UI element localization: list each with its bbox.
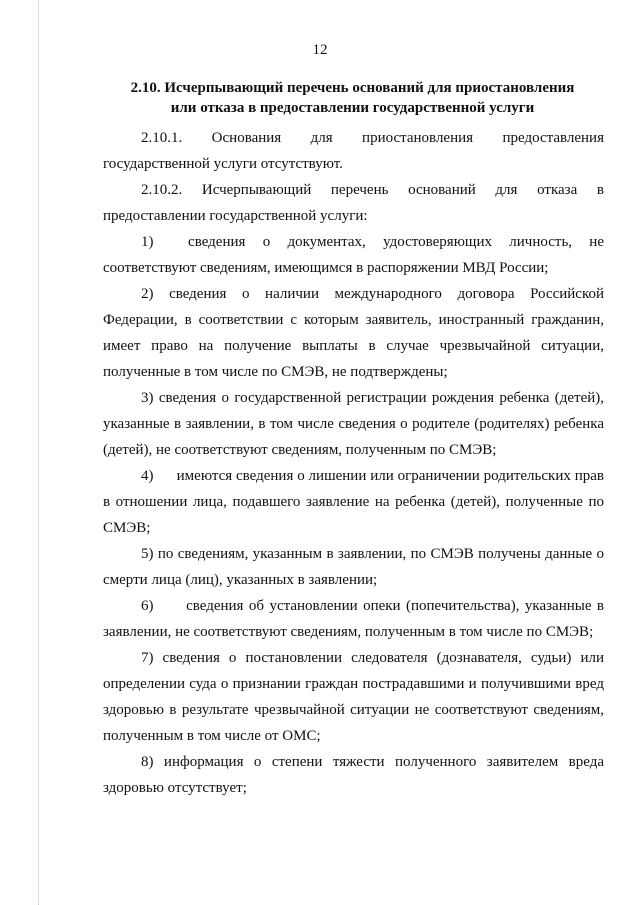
- scan-edge-line: [38, 0, 39, 905]
- list-item-2: 2) сведения о наличии международного договора Российской Федерации, в соответствии с которым заявитель, иностранный гражданин, имеет право на получение выплаты в случае чрезвычайной ситуации, полученные в том числе по СМЭВ, не подтверждены;: [103, 286, 604, 380]
- page-number: 12: [312, 42, 328, 58]
- document-body: [103, 125, 608, 801]
- list-item-4: 4) имеются сведения о лишении или ограничении родительских прав в отношении лица, подавшего заявление на ребенка (детей), полученные по СМЭВ;: [103, 468, 608, 536]
- list-item-6: 6) сведения об установлении опеки (попечительства), указанные в заявлении, не соответствуют сведениям, полученным в том числе по СМЭВ;: [103, 598, 608, 640]
- list-item-7: 7) сведения о постановлении следователя (дознавателя, судьи) или определении суда о признании граждан пострадавшими и получившими вред здоровью в результате чрезвычайной ситуации не соответствуют сведениям, полученным в том числе от ОМС;: [103, 650, 604, 744]
- section-heading: [100, 78, 605, 118]
- list-item-3: 3) сведения о государственной регистрации рождения ребенка (детей), указанные в заявлении, в том числе сведения о родителе (родителях) ребенка (детей), не соответствуют сведениям, полученным по СМЭВ;: [103, 390, 604, 458]
- section-heading-line-2: или отказа в предоставлении государственной услуги: [170, 100, 535, 116]
- paragraph-2-10-1: 2.10.1. Основания для приостановления предоставления государственной услуги отсутствуют.: [103, 130, 608, 172]
- list-item-8: 8) информация о степени тяжести полученного заявителем вреда здоровью отсутствует;: [103, 754, 604, 796]
- list-item-1: 1) сведения о документах, удостоверяющих личность, не соответствуют сведениям, имеющимся в распоряжении МВД России;: [103, 234, 608, 276]
- list-item-5: 5) по сведениям, указанным в заявлении, по СМЭВ получены данные о смерти лица (лиц), указанных в заявлении;: [103, 546, 604, 588]
- paragraph-2-10-2: 2.10.2. Исчерпывающий перечень оснований для отказа в предоставлении государственной услуги:: [103, 182, 608, 224]
- section-heading-line-1: 2.10. Исчерпывающий перечень оснований для приостановления: [130, 80, 575, 96]
